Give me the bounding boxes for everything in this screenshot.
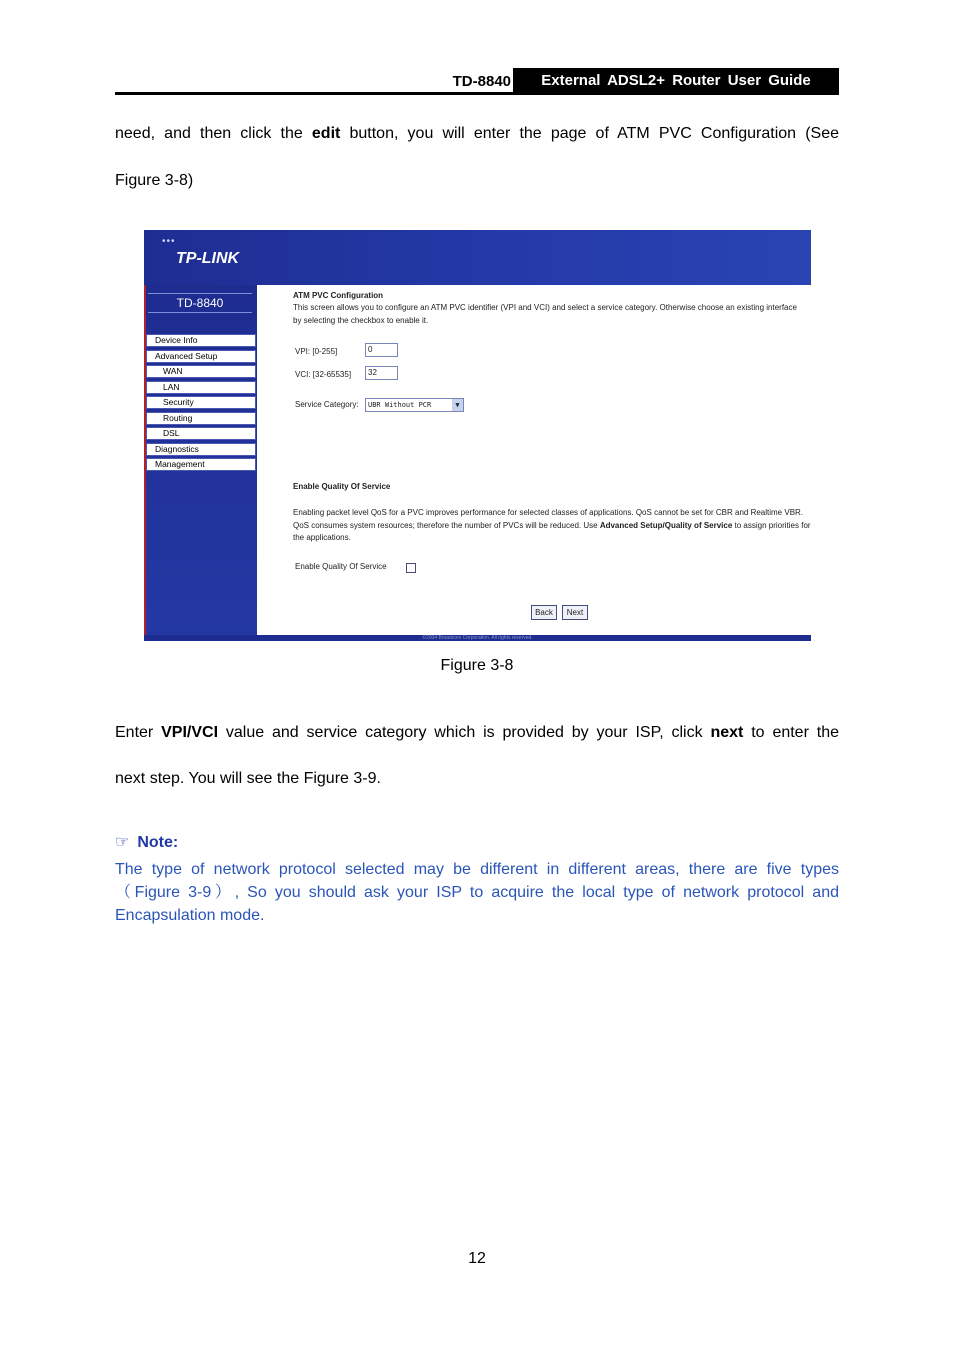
para2-text: value and service category which is provided by your ISP, click — [218, 724, 711, 741]
page-header — [115, 68, 839, 94]
para2-bold-next: next — [710, 724, 744, 741]
page-number: 12 — [468, 1250, 486, 1267]
sidebar-item-device-info[interactable]: Device Info — [146, 334, 256, 347]
sidebar-item-wan[interactable]: WAN — [146, 365, 256, 378]
note-body — [115, 858, 839, 927]
next-button[interactable]: Next — [562, 605, 588, 620]
chevron-down-icon[interactable]: ▼ — [452, 399, 463, 411]
vpi-label: VPI: [0-255] — [295, 347, 338, 356]
back-button[interactable]: Back — [531, 605, 557, 620]
service-category-select[interactable] — [365, 398, 464, 412]
qos-link-text: Advanced Setup/Quality of Service — [599, 520, 733, 530]
sidebar-item-dsl[interactable]: DSL — [146, 427, 256, 440]
logo-mark-icon: ••• — [162, 236, 176, 247]
para2-bold-vpivci: VPI/VCI — [161, 724, 219, 741]
note-line-2: （Figure 3-9）, So you should ask your ISP to acquire the local type of network protocol and — [115, 884, 839, 901]
para2-text: to enter the — [743, 724, 840, 741]
vci-input[interactable]: 32 — [365, 366, 398, 380]
intro-text: button, you will enter the page of ATM PVC Configuration (See — [340, 125, 840, 142]
sidebar-item-management[interactable]: Management — [146, 458, 256, 471]
sidebar-item-lan[interactable]: LAN — [146, 381, 256, 394]
header-rule — [115, 92, 839, 95]
service-category-value: UBR Without PCR — [368, 401, 432, 409]
router-model-badge: TD-8840 — [148, 293, 252, 313]
service-category-label: Service Category: — [295, 400, 359, 409]
note-heading — [115, 832, 178, 852]
router-footer: ©2004 Broadcom Corporation. All rights reserved. — [144, 635, 811, 641]
qos-description — [293, 507, 811, 545]
tp-link-logo: TP-LINK — [176, 250, 240, 267]
intro-bold-edit: edit — [311, 125, 341, 142]
note-line-3: Encapsulation mode. — [115, 907, 265, 924]
router-content — [257, 285, 811, 635]
sidebar-item-advanced-setup[interactable]: Advanced Setup — [146, 350, 256, 363]
qos-text: to assign priorities for the applications. — [293, 520, 811, 542]
para2-line-1 — [115, 723, 839, 743]
vpi-input[interactable]: 0 — [365, 343, 398, 357]
figure-caption-3-8: Figure 3-8 — [440, 657, 514, 674]
intro-line-1 — [115, 124, 839, 144]
qos-text: Enabling packet level QoS for a PVC improves performance for selected classes of applications. QoS cannot be set for CBR and Realtime VBR. QoS consumes system resources; therefore the number of PVCs will be reduced. Use — [293, 508, 804, 530]
pointing-hand-icon: ☞ — [115, 834, 130, 851]
atm-pvc-title: ATM PVC Configuration — [293, 291, 384, 300]
atm-pvc-description: This screen allows you to configure an ATM PVC identifier (VPI and VCI) and select a service category. Otherwise choose an existing interface by selecting the checkbox to enable it. — [293, 303, 797, 325]
para2-line-2: next step. You will see the Figure 3-9. — [115, 770, 381, 787]
header-title: External ADSL2+ Router User Guide — [513, 68, 839, 92]
note-heading-text: Note: — [137, 834, 179, 851]
note-line-1: The type of network protocol selected may be different in different areas, there are five types — [115, 861, 839, 878]
para2-text: Enter — [115, 724, 162, 741]
sidebar-item-routing[interactable]: Routing — [146, 412, 256, 425]
header-model: TD-8840 — [452, 73, 511, 90]
router-menu — [146, 334, 256, 474]
router-screenshot — [144, 230, 811, 641]
sidebar-item-diagnostics[interactable]: Diagnostics — [146, 443, 256, 456]
qos-title: Enable Quality Of Service — [293, 482, 391, 491]
sidebar-item-security[interactable]: Security — [146, 396, 256, 409]
intro-line-2: Figure 3-8) — [115, 172, 194, 189]
qos-checkbox-label: Enable Quality Of Service — [295, 562, 387, 571]
qos-checkbox[interactable] — [406, 563, 416, 573]
router-banner — [144, 230, 811, 285]
vci-label: VCI: [32-65535] — [295, 370, 352, 379]
intro-text: need, and then click the — [115, 125, 312, 142]
